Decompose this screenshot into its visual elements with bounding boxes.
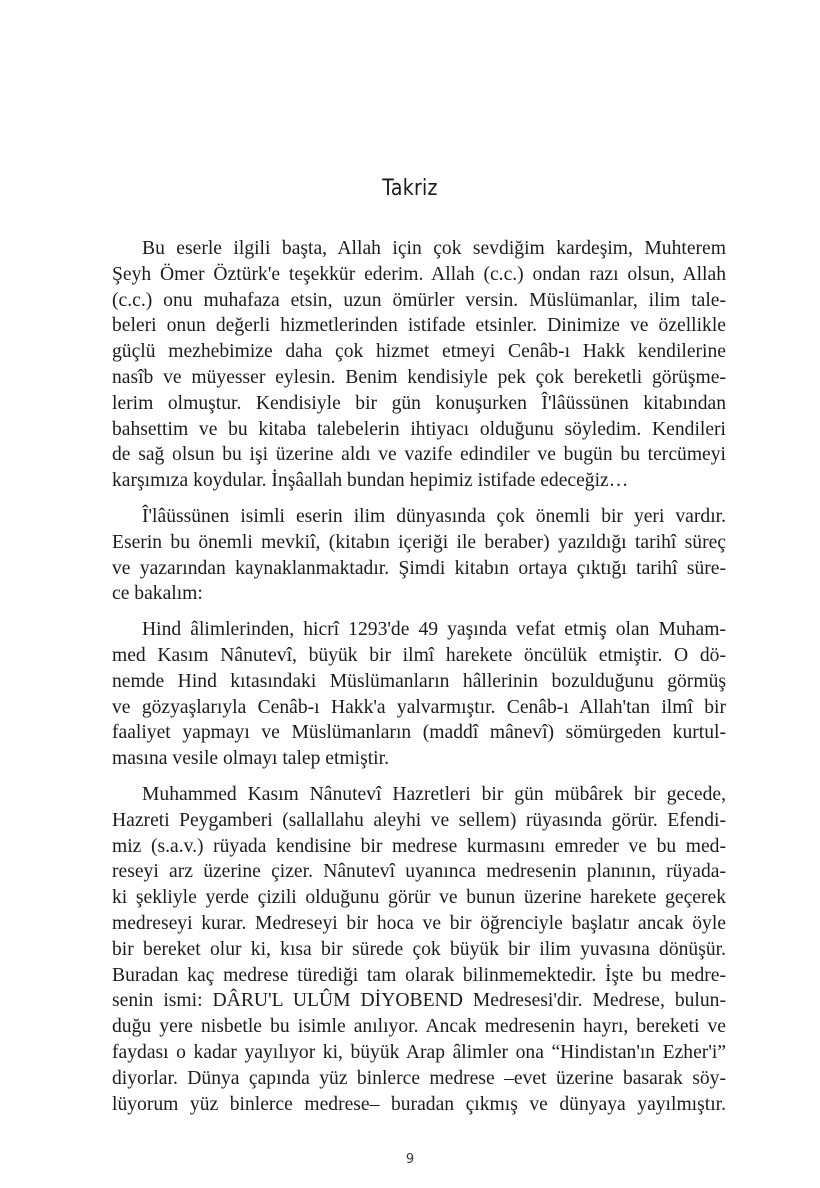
page-number: 9 <box>405 1152 415 1167</box>
text-line: (c.c.) onu muhafaza etsin, uzun ömürler versin. Müslümanlar, ilim tale- <box>112 289 726 311</box>
text-line: nasîb ve müyesser eylesin. Benim kendisiyle pek çok bereketli görüşme- <box>112 366 726 388</box>
paragraph-1 <box>112 236 726 494</box>
text-line: güçlü mezhebimize daha çok hizmet etmeyi Cenâb-ı Hakk kendilerine <box>112 341 726 363</box>
text-line: Buradan kaç medrese türediği tam olarak bilinmemektedir. İşte bu medre- <box>112 964 726 986</box>
text-line: bir bereket olur ki, kısa bir sürede çok büyük bir ilim yuvasına dönüşür. <box>112 938 726 960</box>
text-line: nemde Hind kıtasındaki Müslümanların hâllerinin bozulduğunu görmüş <box>112 670 726 692</box>
text-line: reseyi arz üzerine çizer. Nânutevî uyanınca medresenin planının, rüyada- <box>112 861 726 883</box>
text-line: Hind âlimlerinden, hicrî 1293'de 49 yaşında vefat etmiş olan Muham- <box>142 619 726 641</box>
text-line: medreseyi kurar. Medreseyi bir hoca ve bir öğrenciyle başlatır ancak öyle <box>112 912 726 934</box>
text-line: diyorlar. Dünya çapında yüz binlerce medrese –evet üzerine basarak söy- <box>112 1067 726 1089</box>
paragraph-3 <box>112 617 726 772</box>
text-line: ce bakalım: <box>112 583 203 605</box>
text-line: senin ismi: DÂRU'L ULÛM DİYOBEND Medresesi'dir. Medrese, bulun- <box>112 990 726 1012</box>
text-line: Hazreti Peygamberi (sallallahu aleyhi ve sellem) rüyasında görür. Efendi- <box>112 809 726 831</box>
text-line: beleri onun değerli hizmetlerinden istifade etsinler. Dinimize ve özellikle <box>112 315 726 337</box>
text-line: bahsettim ve bu kitaba talebelerin ihtiyacı olduğunu söyledim. Kendileri <box>112 418 726 440</box>
text-line: de sağ olsun bu işi üzerine aldı ve vazife edindiler ve bugün bu tercümeyi <box>112 444 726 466</box>
text-line: miz (s.a.v.) rüyada kendisine bir medrese kurmasını emreder ve bu med- <box>112 835 726 857</box>
text-line: Muhammed Kasım Nânutevî Hazretleri bir gün mübârek bir gecede, <box>142 783 726 805</box>
text-line: Eserin bu önemli mevkiî, (kitabın içeriği ile beraber) yazıldığı tarihî süreç <box>112 531 726 553</box>
text-line: faydası o kadar yayılıyor ki, büyük Arap âlimler ona “Hindistan'ın Ezher'i” <box>112 1041 726 1063</box>
text-line: karşımıza koydular. İnşâallah bundan hepimiz istifade edeceğiz… <box>112 470 629 492</box>
paragraph-2 <box>112 504 726 607</box>
body-text <box>112 236 726 1127</box>
text-line: duğu yere nisbetle bu isimle anılıyor. Ancak medresenin hayrı, bereketi ve <box>112 1016 726 1038</box>
text-line: lerim olmuştur. Kendisiyle bir gün konuşurken Î'lâüssünen kitabından <box>112 392 726 414</box>
text-line: Şeyh Ömer Öztürk'e teşekkür ederim. Allah (c.c.) ondan razı olsun, Allah <box>112 263 726 285</box>
text-line: Î'lâüssünen isimli eserin ilim dünyasında çok önemli bir yeri vardır. <box>142 505 726 527</box>
paragraph-4 <box>112 782 726 1117</box>
text-line: lüyorum yüz binlerce medrese– buradan çıkmış ve dünyaya yayılmıştır. <box>112 1093 726 1115</box>
text-line: ve yazarından kaynaklanmaktadır. Şimdi kitabın ortaya çıktığı tarihî süre- <box>112 557 726 579</box>
text-line: Bu eserle ilgili başta, Allah için çok sevdiğim kardeşim, Muhterem <box>142 238 726 259</box>
text-line: ve gözyaşlarıyla Cenâb-ı Hakk'a yalvarmıştır. Cenâb-ı Allah'tan ilmî bir <box>112 696 726 718</box>
text-line: med Kasım Nânutevî, büyük bir ilmî harekete öncülük etmiştir. O dö- <box>112 644 726 666</box>
text-line: ki şekliyle yerde çizili olduğunu görür ve bunun üzerine harekete geçerek <box>112 887 726 909</box>
text-line: faaliyet yapmayı ve Müslümanların (maddî mânevî) sömürgeden kurtul- <box>112 722 726 744</box>
text-line: masına vesile olmayı talep etmiştir. <box>112 748 389 770</box>
page-title: Takriz <box>382 176 438 201</box>
